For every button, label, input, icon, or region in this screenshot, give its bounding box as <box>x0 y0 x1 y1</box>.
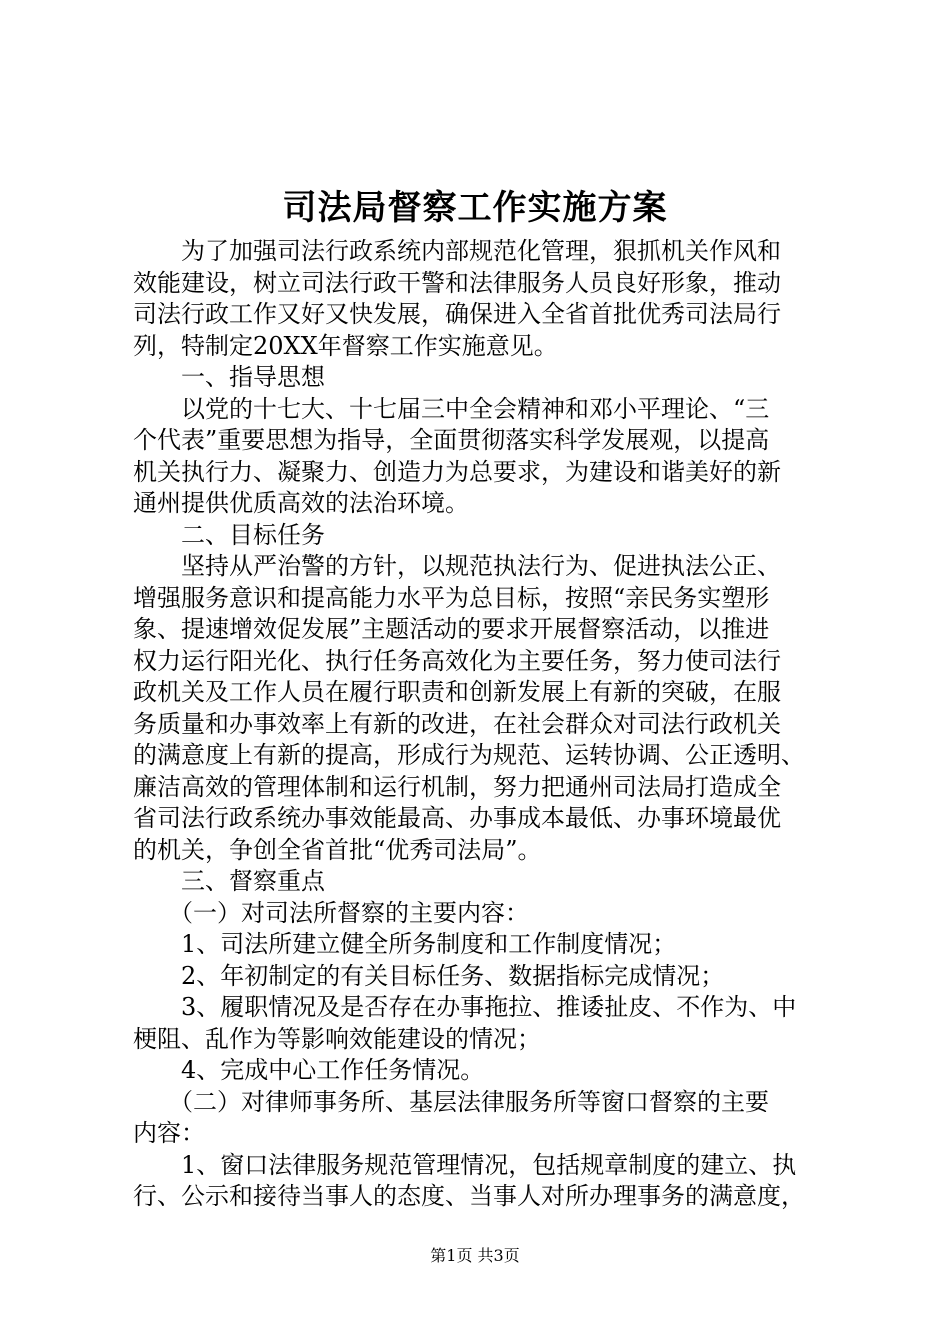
list-item: 4、完成中心工作任务情况。 <box>133 1056 485 1084</box>
section-heading: 二、目标任务 <box>133 520 325 549</box>
page-number-footer: 第1页 共3页 <box>430 1246 520 1265</box>
body-line: 为了加强司法行政系统内部规范化管理，狠抓机关作风和 <box>133 237 781 265</box>
list-item: 行、公示和接待当事人的态度、当事人对所办理事务的满意度， <box>133 1182 805 1210</box>
body-line: 效能建设，树立司法行政干警和法律服务人员良好形象，推动 <box>133 268 781 297</box>
body-line: 省司法行政系统办事效能最高、办事成本最低、办事环境最优 <box>133 804 781 832</box>
list-item: 1、司法所建立健全所务制度和工作制度情况； <box>133 930 677 958</box>
body-line: 司法行政工作又好又快发展，确保进入全省首批优秀司法局行 <box>133 300 781 328</box>
body-line: 廉洁高效的管理体制和运行机制，努力把通州司法局打造成全 <box>133 772 781 801</box>
list-item: 梗阻、乱作为等影响效能建设的情况； <box>133 1024 541 1053</box>
body-line: 以党的十七大、十七届三中全会精神和邓小平理论、“三 <box>133 394 770 423</box>
body-line: 的满意度上有新的提高，形成行为规范、运转协调、公正透明、 <box>133 741 805 769</box>
body-line: 机关执行力、凝聚力、创造力为总要求，为建设和谐美好的新 <box>133 457 781 486</box>
body-line: 象、提速增效促发展”主题活动的要求开展督察活动，以推进 <box>133 615 770 643</box>
section-heading: 三、督察重点 <box>133 867 325 895</box>
subsection-heading: 内容： <box>133 1119 205 1147</box>
list-item: 1、窗口法律服务规范管理情况，包括规章制度的建立、执 <box>133 1150 797 1179</box>
body-line: 列，特制定20XX年督察工作实施意见。 <box>133 331 558 360</box>
body-line: 个代表”重要思想为指导，全面贯彻落实科学发展观，以提高 <box>133 426 770 454</box>
body-line: 增强服务意识和提高能力水平为总目标，按照“亲民务实塑形 <box>133 583 770 612</box>
body-line: 政机关及工作人员在履行职责和创新发展上有新的突破，在服 <box>133 678 781 706</box>
section-heading: 一、指导思想 <box>133 363 325 391</box>
body-line: 通州提供优质高效的法治环境。 <box>133 489 469 517</box>
body-line: 坚持从严治警的方针，以规范执法行为、促进执法公正、 <box>133 552 781 580</box>
body-line: 的机关，争创全省首批“优秀司法局”。 <box>133 835 542 864</box>
subsection-heading: （一）对司法所督察的主要内容： <box>133 898 529 927</box>
list-item: 3、履职情况及是否存在办事拖拉、推诿扯皮、不作为、中 <box>133 993 797 1021</box>
subsection-heading: （二）对律师事务所、基层法律服务所等窗口督察的主要 <box>133 1087 769 1116</box>
body-line: 务质量和办事效率上有新的改进，在社会群众对司法行政机关 <box>133 709 781 738</box>
document-title: 司法局督察工作实施方案 <box>282 188 668 228</box>
list-item: 2、年初制定的有关目标任务、数据指标完成情况； <box>133 961 725 990</box>
body-line: 权力运行阳光化、执行任务高效化为主要任务，努力使司法行 <box>133 646 781 675</box>
document-body <box>133 236 853 1213</box>
